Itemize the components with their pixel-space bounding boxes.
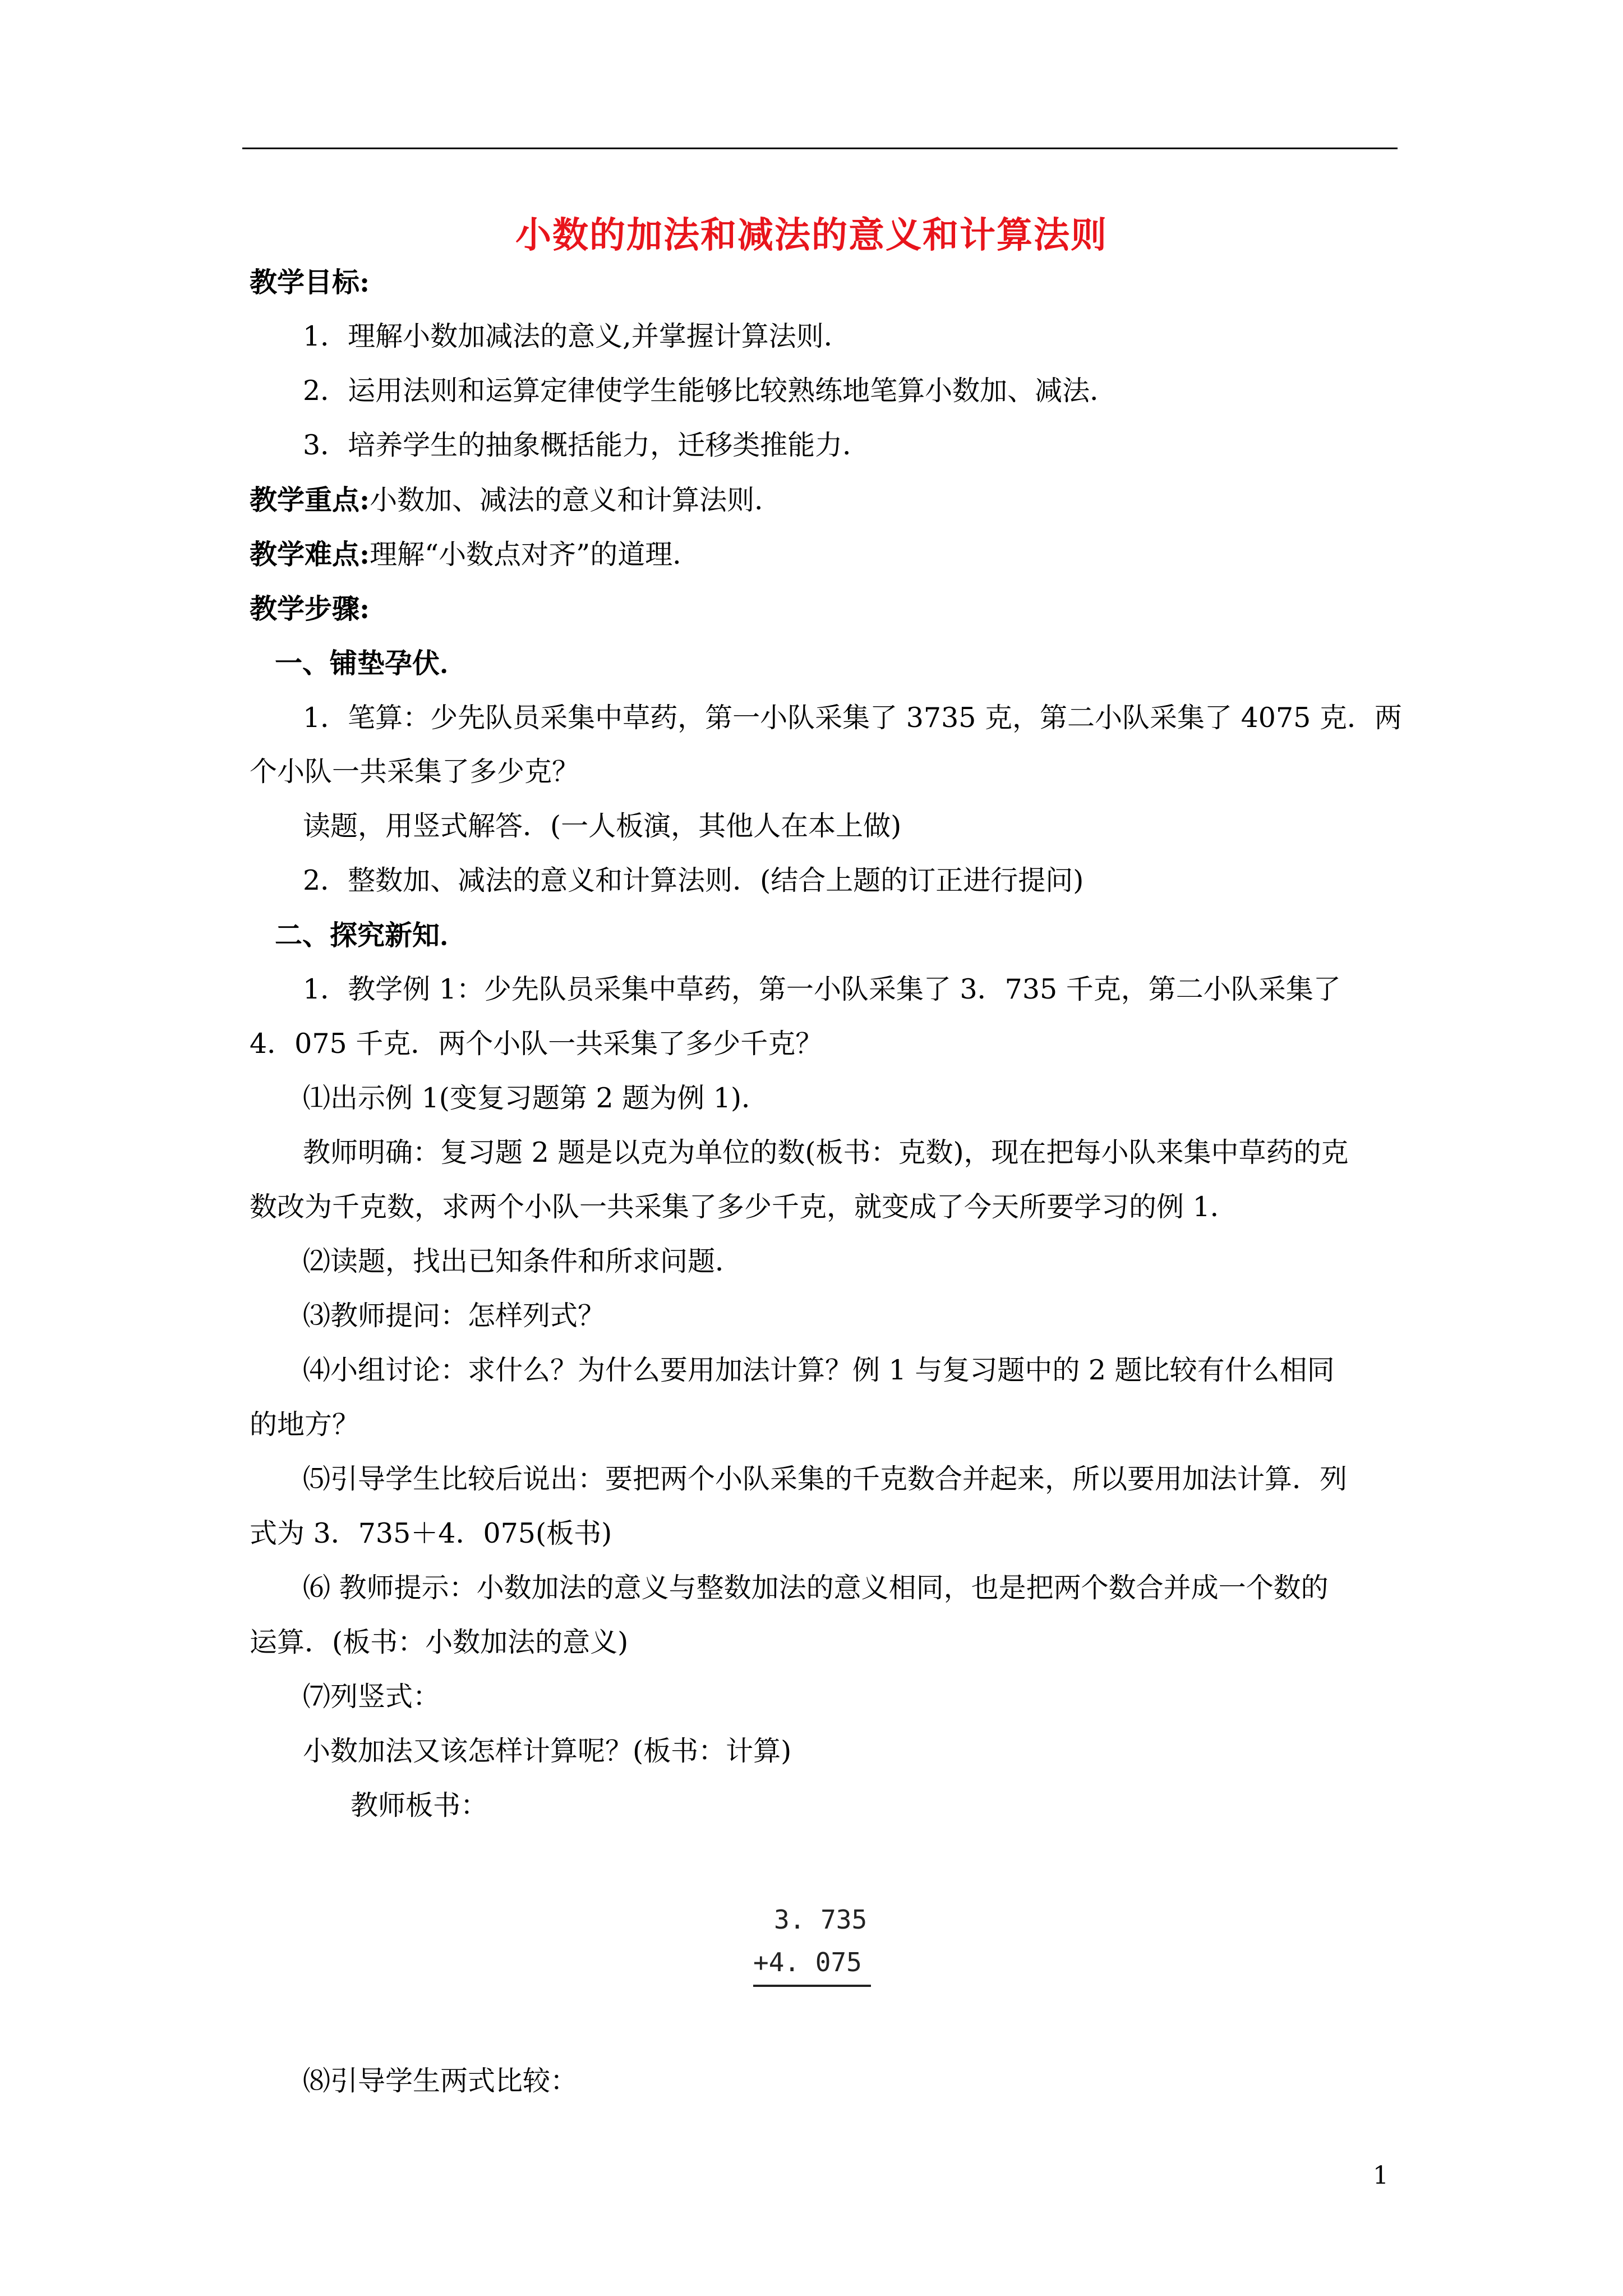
text-line: 的地方？ bbox=[250, 1409, 360, 1441]
vertical-calc-underline bbox=[753, 1985, 871, 1987]
difficulty-text: 理解“小数点对齐”的道理． bbox=[370, 539, 700, 570]
text-line: ⑸引导学生比较后说出：要把两个小队采集的千克数合并起来，所以要用加法计算．列 bbox=[303, 1463, 1348, 1495]
header-rule bbox=[242, 148, 1398, 149]
section-heading-step-two: 二、探究新知． bbox=[275, 919, 468, 951]
text-line: 教师明确：复习题 2 题是以克为单位的数(板书：克数)，现在把每小队来集中草药的克 bbox=[303, 1137, 1349, 1168]
text-line: ⑵读题，找出已知条件和所求问题． bbox=[303, 1245, 743, 1277]
text-line: 教师板书： bbox=[351, 1789, 488, 1821]
text-line: 读题，用竖式解答．(一人板演，其他人在本上做) bbox=[303, 810, 902, 842]
text-line: 1．笔算：少先队员采集中草药，第一小队采集了 3735 克，第二小队采集了 4075 克．两 bbox=[303, 702, 1402, 734]
text-line: ⑴出示例 1(变复习题第 2 题为例 1)． bbox=[303, 1082, 769, 1114]
section-heading-steps: 教学步骤: bbox=[250, 592, 370, 625]
page-title: 小数的加法和减法的意义和计算法则 bbox=[515, 214, 1108, 256]
text-line: 式为 3．735＋4．075(板书) bbox=[250, 1517, 612, 1549]
text-line: ⑹ 教师提示：小数加法的意义与整数加法的意义相同，也是把两个数合并成一个数的 bbox=[303, 1572, 1329, 1604]
text-line: 小数加法又该怎样计算呢？(板书：计算) bbox=[303, 1735, 792, 1767]
text-line: 个小队一共采集了多少克？ bbox=[250, 756, 580, 788]
text-line: 4．075 千克．两个小队一共采集了多少千克？ bbox=[250, 1028, 823, 1060]
text-line: 2．整数加、减法的意义和计算法则．(结合上题的订正进行提问) bbox=[303, 864, 1084, 896]
section-heading-objectives: 教学目标: bbox=[250, 266, 370, 298]
text-line: ⑺列竖式： bbox=[303, 1681, 441, 1713]
text-line: ⑶教师提问：怎样列式？ bbox=[303, 1300, 606, 1332]
text-line: 1．理解小数加减法的意义,并掌握计算法则． bbox=[303, 320, 851, 352]
difficulty-line bbox=[250, 537, 700, 572]
vertical-calc-row-2: +4. 075 bbox=[753, 1947, 862, 1977]
section-heading-step-one: 一、铺垫孕伏． bbox=[275, 647, 468, 679]
vertical-calc-row-1: 3. 735 bbox=[774, 1904, 868, 1935]
text-line: 运算．(板书：小数加法的意义) bbox=[250, 1626, 629, 1658]
key-points-line bbox=[250, 483, 782, 517]
text-line: ⑷小组讨论：求什么？为什么要用加法计算？例 1 与复习题中的 2 题比较有什么相同 bbox=[303, 1354, 1335, 1386]
key-points-text: 小数加、减法的意义和计算法则． bbox=[370, 484, 782, 516]
text-line: 2．运用法则和运算定律使学生能够比较熟练地笔算小数加、减法． bbox=[303, 375, 1118, 407]
text-line: 1．教学例 1：少先队员采集中草药，第一小队采集了 3．735 千克，第二小队采集了 bbox=[303, 973, 1341, 1005]
text-line: 数改为千克数，求两个小队一共采集了多少千克，就变成了今天所要学习的例 1． bbox=[250, 1191, 1238, 1223]
text-line: 3．培养学生的抽象概括能力，迁移类推能力． bbox=[303, 429, 870, 461]
key-points-label: 教学重点: bbox=[250, 484, 370, 516]
difficulty-label: 教学难点: bbox=[250, 538, 370, 570]
page-number: 1 bbox=[1373, 2161, 1389, 2190]
text-line: ⑻引导学生两式比较： bbox=[303, 2065, 578, 2097]
